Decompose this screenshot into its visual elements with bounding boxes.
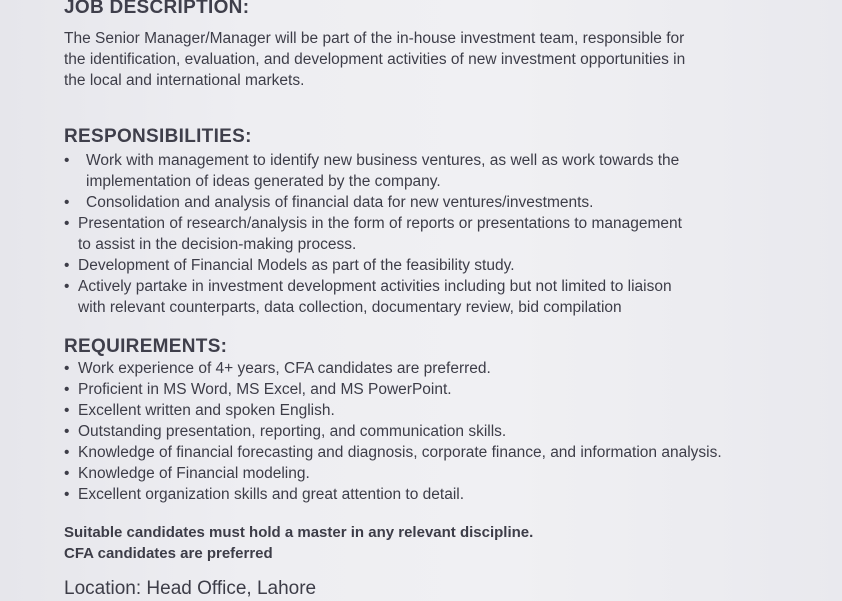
- bullet-icon: •: [64, 360, 70, 377]
- bullet-icon: •: [64, 257, 70, 274]
- list-item: [64, 463, 722, 484]
- list-item-text: Excellent organization skills and great attention to detail.: [78, 486, 465, 503]
- responsibilities-list: [64, 150, 682, 318]
- bullet-icon: •: [64, 152, 70, 169]
- bullet-icon: •: [64, 194, 70, 211]
- job-description-line: The Senior Manager/Manager will be part of the in-house investment team, responsible for: [64, 30, 685, 47]
- list-item-text: Actively partake in investment development activities including but not limited to liaison: [78, 278, 672, 295]
- location-value: Head Office, Lahore: [146, 578, 317, 599]
- list-item-text: Proficient in MS Word, MS Excel, and MS PowerPoint.: [78, 381, 452, 398]
- list-item: [64, 379, 722, 400]
- requirements-heading: REQUIREMENTS:: [64, 336, 228, 357]
- list-item-text: Knowledge of financial forecasting and diagnosis, corporate finance, and information analysis.: [78, 444, 722, 461]
- list-item: [64, 400, 722, 421]
- bullet-icon: •: [64, 215, 70, 232]
- list-item-text: to assist in the decision-making process.: [78, 236, 357, 253]
- list-item-text: Excellent written and spoken English.: [78, 402, 335, 419]
- job-description-line: the local and international markets.: [64, 72, 305, 89]
- location-line: [64, 577, 316, 601]
- list-item-text: Consolidation and analysis of financial data for new ventures/investments.: [86, 194, 594, 211]
- job-description-paragraph: [64, 28, 804, 91]
- location-label: Location:: [64, 578, 142, 599]
- list-item: [64, 276, 682, 318]
- bullet-icon: •: [64, 402, 70, 419]
- bullet-icon: •: [64, 486, 70, 503]
- list-item-text: Presentation of research/analysis in the form of reports or presentations to management: [78, 215, 682, 232]
- qualification-note-line: CFA candidates are preferred: [64, 545, 273, 562]
- bullet-icon: •: [64, 278, 70, 295]
- list-item: [64, 421, 722, 442]
- list-item: [64, 255, 682, 276]
- list-item: [64, 442, 722, 463]
- bullet-icon: •: [64, 423, 70, 440]
- qualification-note-line: Suitable candidates must hold a master in any relevant discipline.: [64, 524, 534, 541]
- list-item-text: with relevant counterparts, data collection, documentary review, bid compilation: [78, 299, 622, 316]
- requirements-list: [64, 358, 722, 505]
- list-item-text: implementation of ideas generated by the company.: [86, 173, 441, 190]
- bullet-icon: •: [64, 465, 70, 482]
- responsibilities-heading: RESPONSIBILITIES:: [64, 126, 252, 147]
- list-item-text: Work with management to identify new business ventures, as well as work towards the: [86, 152, 680, 169]
- list-item: [64, 484, 722, 505]
- list-item: [64, 192, 682, 213]
- bullet-icon: •: [64, 381, 70, 398]
- list-item: [64, 358, 722, 379]
- list-item-text: Work experience of 4+ years, CFA candidates are preferred.: [78, 360, 491, 377]
- list-item-text: Development of Financial Models as part of the feasibility study.: [78, 257, 515, 274]
- job-description-line: the identification, evaluation, and development activities of new investment opportunities in: [64, 51, 686, 68]
- list-item-text: Outstanding presentation, reporting, and communication skills.: [78, 423, 507, 440]
- bullet-icon: •: [64, 444, 70, 461]
- job-description-heading: JOB DESCRIPTION:: [64, 0, 250, 18]
- list-item-text: Knowledge of Financial modeling.: [78, 465, 310, 482]
- list-item: [64, 150, 682, 192]
- list-item: [64, 213, 682, 255]
- qualification-note: [64, 522, 533, 564]
